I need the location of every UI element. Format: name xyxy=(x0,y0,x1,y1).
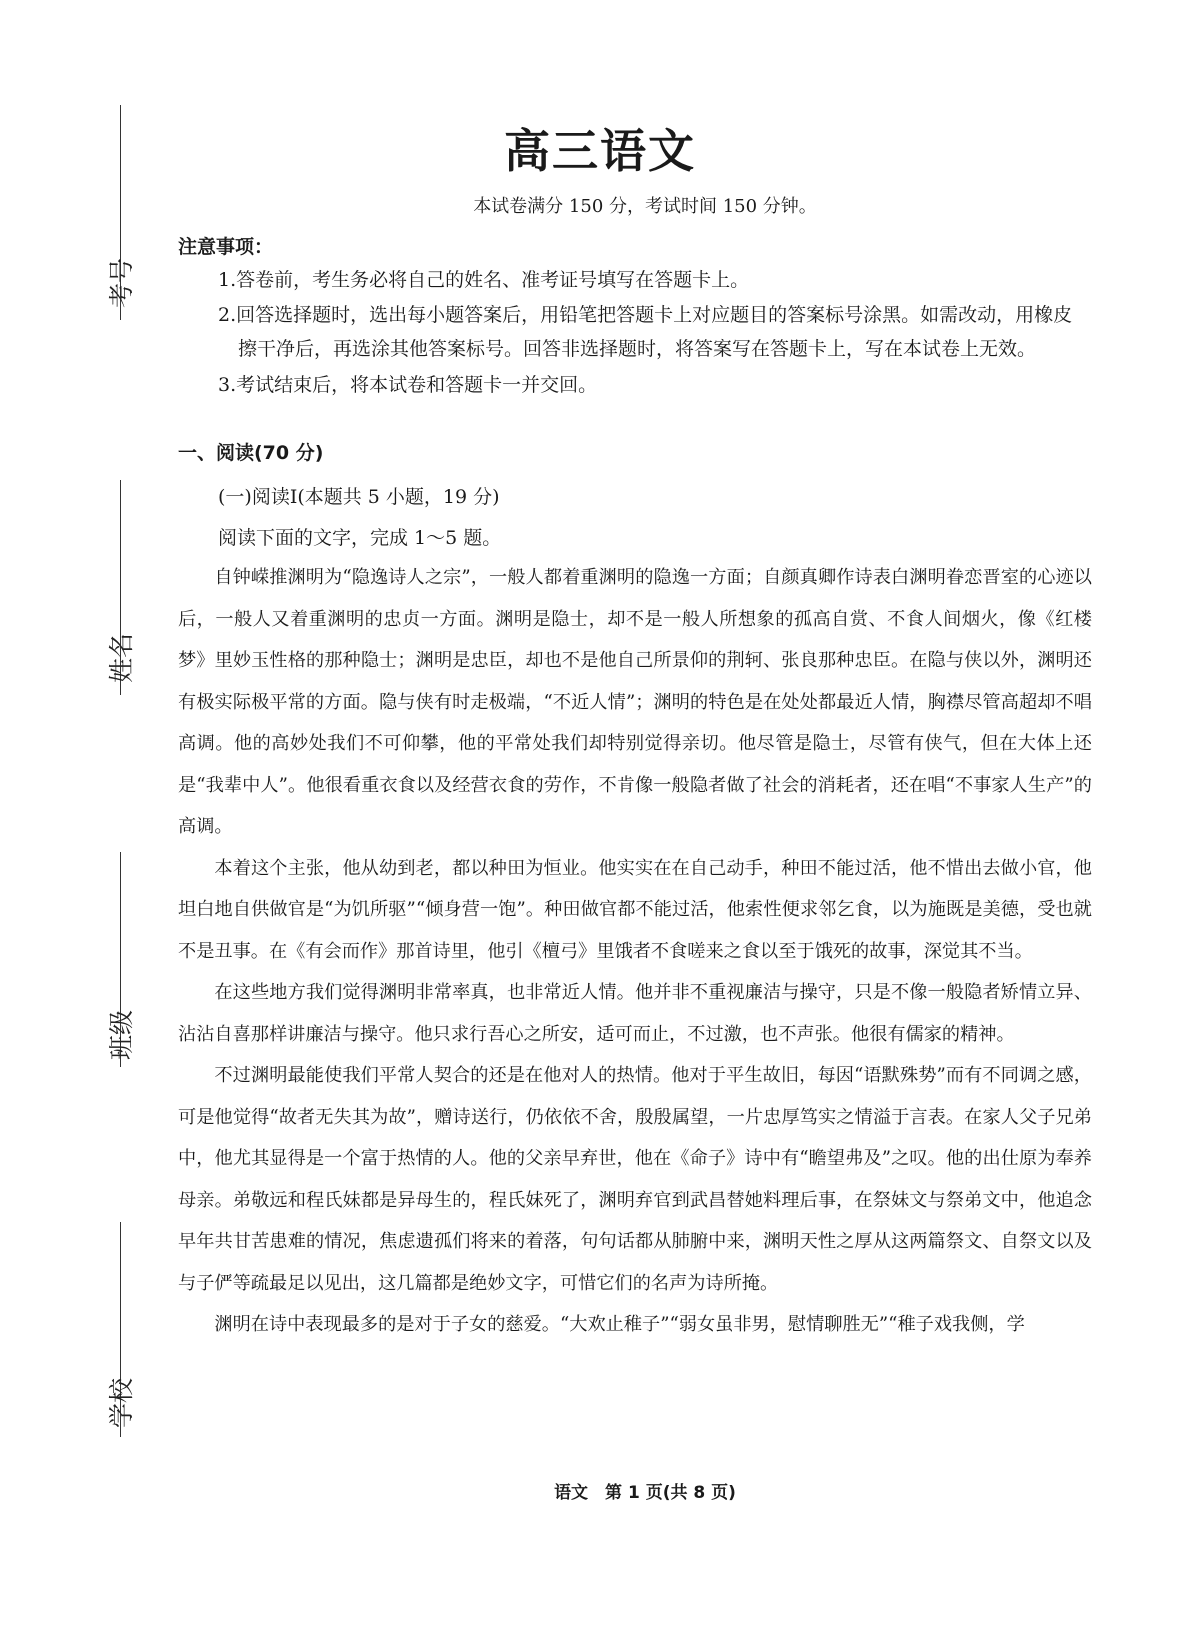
subsection-heading: (一)阅读Ⅰ(本题共 5 小题，19 分) xyxy=(218,486,500,508)
note-item-continued: 擦干净后，再选涂其他答案标号。回答非选择题时，将答案写在答题卡上，写在本试卷上无效。 xyxy=(238,338,1037,360)
passage-paragraph: 渊明在诗中表现最多的是对于子女的慈爱。“大欢止稚子”“弱女虽非男，慰情聊胜无”“稚子戏我侧，学 xyxy=(214,1314,1025,1335)
reading-passage xyxy=(178,557,1092,1346)
exam-info: 本试卷满分 150 分，考试时间 150 分钟。 xyxy=(473,196,817,217)
binding-margin xyxy=(0,0,160,1650)
note-item: 3.考试结束后，将本试卷和答题卡一并交回。 xyxy=(218,374,598,396)
class-label: 班级 xyxy=(107,1009,136,1060)
page-footer: 语文 第 1 页(共 8 页) xyxy=(554,1483,736,1503)
passage-paragraph: 自钟嵘推渊明为“隐逸诗人之宗”，一般人都着重渊明的隐逸一方面；自颜真卿作诗表白渊明眷恋晋室的心迹以后，一般人又着重渊明的忠贞一方面。渊明是隐士，却不是一般人所想象的孤高自赏、不食人间烟火，像《红楼梦》里妙玉性格的那种隐士；渊明是忠臣，却也不是他自己所景仰的荆轲、张良那种忠臣。在隐与侠以外，渊明还有极实际极平常的方面。隐与侠有时走极端，“不近人情”；渊明的特色是在处处都最近人情，胸襟尽管高超却不唱高调。他的高妙处我们不可仰攀，他的平常处我们却特别觉得亲切。他尽管是隐士，尽管有侠气，但在大体上还是“我辈中人”。他很看重衣食以及经营衣食的劳作，不肯像一般隐者做了社会的消耗者，还在唱“不事家人生产”的高调。 xyxy=(178,567,1092,837)
passage-paragraph: 在这些地方我们觉得渊明非常率真，也非常近人情。他并非不重视廉洁与操守，只是不像一般隐者矫情立异、沾沾自喜那样讲廉洁与操守。他只求行吾心之所安，适可而止，不过激，也不声张。他很有儒家的精神。 xyxy=(178,982,1092,1045)
note-item: 1.答卷前，考生务必将自己的姓名、准考证号填写在答题卡上。 xyxy=(218,269,750,291)
exam-number-label: 考号 xyxy=(107,257,136,308)
page-title: 高三语文 xyxy=(504,124,696,178)
passage-paragraph: 本着这个主张，他从幼到老，都以种田为恒业。他实实在在自己动手，种田不能过活，他不惜出去做小官，他坦白地自供做官是“为饥所驱”“倾身营一饱”。种田做官都不能过活，他索性便求邻乞食，以为施既是美德，受也就不是丑事。在《有会而作》那首诗里，他引《檀弓》里饿者不食嗟来之食以至于饿死的故事，深觉其不当。 xyxy=(178,857,1092,962)
notes-heading: 注意事项： xyxy=(178,236,274,258)
passage-paragraph: 不过渊明最能使我们平常人契合的还是在他对人的热情。他对于平生故旧，每因“语默殊势”而有不同调之感，可是他觉得“故者无失其为故”，赠诗送行，仍依依不舍，殷殷属望，一片忠厚笃实之情溢于言表。在家人父子兄弟中，他尤其显得是一个富于热情的人。他的父亲早弃世，他在《命子》诗中有“瞻望弗及”之叹。他的出仕原为奉养母亲。弟敬远和程氏妹都是异母生的，程氏妹死了，渊明弃官到武昌替她料理后事，在祭妹文与祭弟文中，他追念早年共甘苦患难的情况，焦虑遗孤们将来的着落，句句话都从肺腑中来，渊明天性之厚从这两篇祭文、自祭文以及与子俨等疏最足以见出，这几篇都是绝妙文字，可惜它们的名声为诗所掩。 xyxy=(178,1065,1092,1294)
reading-instruction: 阅读下面的文字，完成 1～5 题。 xyxy=(218,527,502,549)
section-heading: 一、阅读(70 分) xyxy=(178,442,324,464)
school-label: 学校 xyxy=(107,1377,136,1428)
note-item: 2.回答选择题时，选出每小题答案后，用铅笔把答题卡上对应题目的答案标号涂黑。如需改动，用橡皮 xyxy=(218,304,1073,326)
name-label: 姓名 xyxy=(107,632,136,683)
